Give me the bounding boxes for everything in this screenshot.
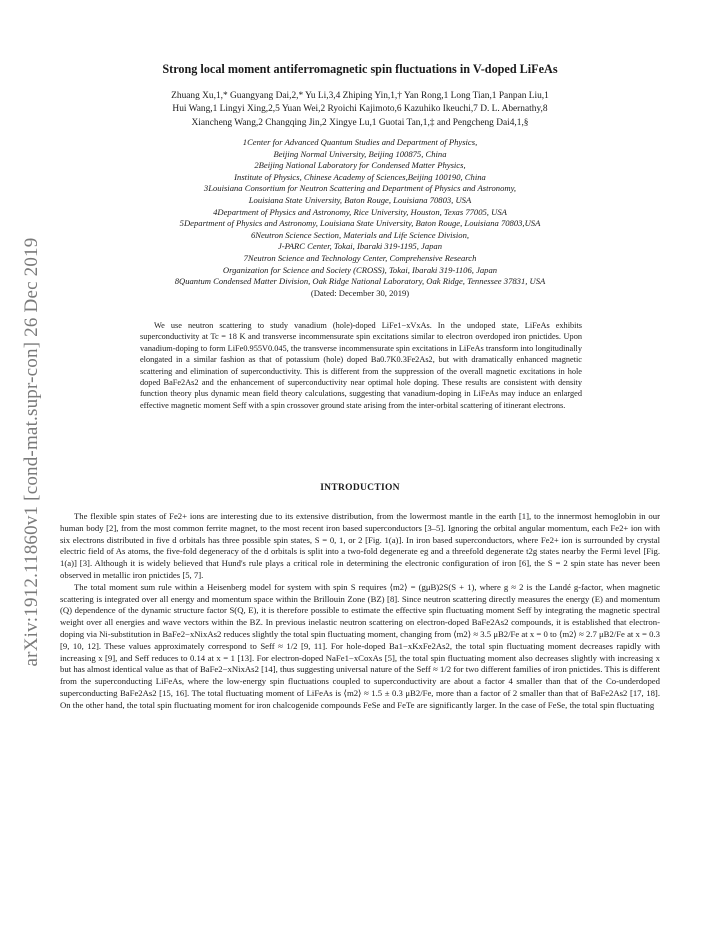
author-line: Xiancheng Wang,2 Changqing Jin,2 Xingye Lu,1 Guotai Tan,1,‡ and Pengcheng Dai4,1,§ [191, 117, 529, 128]
affiliation-list [60, 137, 660, 299]
paper-title: Strong local moment antiferromagnetic spin fluctuations in V-doped LiFeAs [162, 62, 558, 76]
affiliation-line: 8Quantum Condensed Matter Division, Oak Ridge National Laboratory, Oak Ridge, Tennessee 37831, USA [174, 276, 546, 287]
affiliation-line: 4Department of Physics and Astronomy, Rice University, Houston, Texas 77005, USA [213, 206, 507, 217]
affiliation-line: 1Center for Advanced Quantum Studies and Department of Physics, [242, 137, 478, 147]
affiliation-line: 3Louisiana Consortium for Neutron Scattering and Department of Physics and Astronomy, [203, 183, 517, 194]
section-heading-introduction: INTRODUCTION [320, 483, 400, 493]
introduction-body [60, 511, 660, 712]
abstract-text: We use neutron scattering to study vanadium (hole)-doped LiFe1−xVxAs. In the undoped state, LiFeAs exhibits superconductivity at Tc = 18 K and transverse incommensurate spin excitations similar to electron overdoped iron pnictides. Upon vanadium-doping to form LiFe0.955V0.045, the transverse incommensurate spin excitations in LiFeAs transform into longitudinally elongated in a similar fashion as that of potassium (hole) doped Ba0.7K0.3Fe2As2, but with dramatically enhanced magnetic scattering and elimination of superconductivity. This is different from the suppression of the overall magnetic excitations in hole doped BaFe2As2 and the enhancement of superconductivity near optimal hole doping. These results are consistent with density function theory plus dynamic mean field theory calculations, suggesting that vanadium-doping in LiFeAs may induce an enlarged effective magnetic moment Seff with a spin crossover ground state arising from the inter-orbital scattering of itinerant electrons. [140, 321, 582, 410]
abstract [140, 320, 582, 411]
author-line: Hui Wang,1 Lingyi Xing,2,5 Yuan Wei,2 Ryoichi Kajimoto,6 Kazuhiko Ikeuchi,7 D. L. Abernathy,8 [172, 104, 548, 115]
arxiv-identifier: arXiv:1912.11860v1 [cond-mat.supr-con] 26 Dec 2019 [21, 237, 42, 667]
author-line: Zhuang Xu,1,* Guangyang Dai,2,* Yu Li,3,4 Zhiping Yin,1,† Yan Rong,1 Long Tian,1 Panpan Liu,1 [171, 91, 549, 101]
arxiv-side-stamp [0, 0, 60, 932]
author-list [60, 90, 660, 130]
body-paragraph: The total moment sum rule within a Heisenberg model for system with spin S requires ⟨m2⟩ = (gμB)2S(S + 1), where g ≈ 2 is the Landé g-factor, when magnetic scattering is integrated over all energy and momentum space within the Brillouin Zone (BZ) [8]. Since neutron scattering directly measures the energy (E) and momentum (Q) dependence of the dynamic structure factor S(Q, E), it is therefore possible to estimate the effective spin fluctuating moment Seff by integrating the magnetic spectral weight over all energies and wave vectors within the BZ. In previous inelastic neutron scattering on electron-doped BaFe2As2 compounds, it is established that electron-doping via Ni-substitution in BaFe2−xNixAs2 reduces slightly the total spin fluctuating moment, changing from ⟨m2⟩ ≈ 3.5 μB2/Fe at x = 0 to ⟨m2⟩ ≈ 2.7 μB2/Fe at x = 0.3 [9, 10, 12]. These values approximately correspond to Seff ≈ 1/2 [9, 11]. For hole-doped Ba1−xKxFe2As2, the total spin fluctuating moment decreases rapidly with increasing x [9], and Seff reduces to 0.14 at x = 1 [13]. For electron-doped NaFe1−xCoxAs [5], the total spin fluctuating moment also decreases slightly with increasing x but has almost identical value as that of BaFe2−xNixAs2 [14], thus suggesting universal nature of the Seff ≈ 1/2 for two different families of iron pnictides. This is different from the superconducting LiFeAs, where the low-energy spin fluctuations coupled to superconductivity are about a factor 4 smaller than that of the Co-underdoped superconducting BaFe2As2 [15, 16]. The total fluctuating moment of LiFeAs is ⟨m2⟩ ≈ 1.5 ± 0.3 μB2/Fe, more than a factor of 2 smaller than that of BaFe2As2 [17, 18]. On the other hand, the total spin fluctuating moment for iron chalcogenide compounds FeSe and FeTe are significantly larger. In the case of FeSe, the total spin fluctuating [60, 581, 660, 710]
affiliation-line: 2Beijing National Laboratory for Condensed Matter Physics, [254, 160, 466, 171]
affiliation-line: Institute of Physics, Chinese Academy of Sciences,Beijing 100190, China [234, 171, 486, 182]
affiliation-line: Louisiana State University, Baton Rouge, Louisiana 70803, USA [248, 194, 472, 205]
affiliation-line: 7Neutron Science and Technology Center, Comprehensive Research [243, 252, 477, 263]
dated-line: (Dated: December 30, 2019) [310, 287, 410, 298]
affiliation-line: J-PARC Center, Tokai, Ibaraki 319-1195, Japan [277, 241, 443, 252]
affiliation-line: Beijing Normal University, Beijing 100875, China [273, 148, 447, 159]
affiliation-line: 5Department of Physics and Astronomy, Louisiana State University, Baton Rouge, Louisiana 70803,USA [179, 218, 541, 229]
body-paragraph: The flexible spin states of Fe2+ ions are interesting due to its extensive distribution, from the lowermost mantle in the earth [1], to the innermost hemoglobin in our human body [2], from the most common ferrite magnet, to the most recent iron based superconductors [3–5]. Ignoring the orbital angular momentum, each Fe2+ ion with six electrons distributed in five d orbitals has three possible spin states, S = 0, 1, or 2 [Fig. 1(a)]. In iron based superconductors, where Fe2+ ion is surrounded by crystal electric field of As atoms, the five-fold degeneracy of the d orbitals is split into a two-fold degenerate eg and a threefold degenerate t2g states nearby the Fermi level [Fig. 1(a)] [3]. Although it is widely believed that Hund's rule plays a critical role in determining the electronic configuration of iron [6], the S = 2 spin state has never been observed in metallic iron pnictides [5, 7]. [60, 511, 660, 580]
affiliation-line: Organization for Science and Society (CROSS), Tokai, Ibaraki 319-1106, Japan [222, 264, 498, 275]
affiliation-line: 6Neutron Science Section, Materials and Life Science Division, [250, 229, 470, 240]
